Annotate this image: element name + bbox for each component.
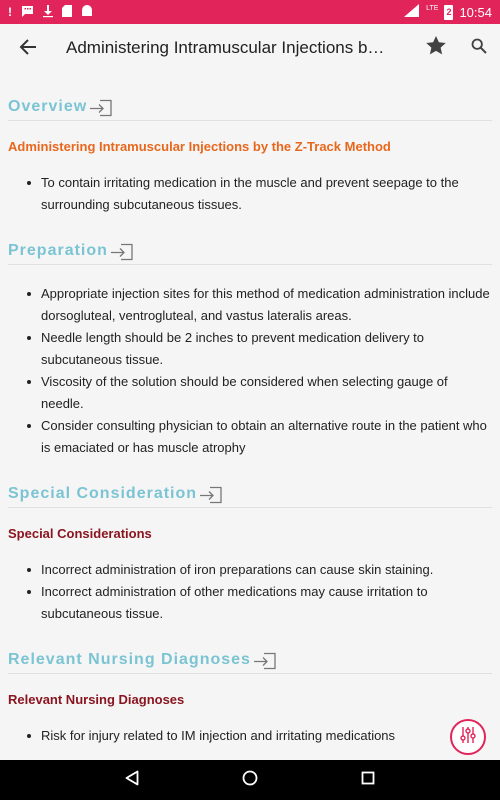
signal-icon	[404, 4, 420, 20]
section-heading-preparation[interactable]	[8, 216, 492, 265]
message-icon	[21, 5, 34, 19]
section-heading-special-consideration[interactable]	[8, 459, 492, 508]
section-subheading: Special Considerations	[8, 526, 152, 541]
status-time: 10:54	[459, 4, 492, 20]
back-button[interactable]	[0, 24, 56, 72]
bullet-list	[8, 283, 492, 459]
battery-icon	[444, 5, 453, 20]
jump-link-icon[interactable]	[89, 99, 113, 116]
list-item: Incorrect administration of other medications may cause irritation to subcutaneous tissue.	[22, 581, 492, 625]
battery-level: 2	[446, 7, 452, 17]
search-icon	[471, 38, 487, 59]
nav-recents-button[interactable]	[353, 765, 383, 795]
system-nav-bar	[0, 760, 500, 800]
list-item: Appropriate injection sites for this method of medication administration include dorsogluteal, ventrogluteal, and vastus lateralis areas.	[22, 283, 492, 327]
settings-fab-button[interactable]	[450, 719, 486, 755]
list-item: Viscosity of the solution should be considered when selecting gauge of needle.	[22, 371, 492, 415]
list-item: Needle length should be 2 inches to prevent medication delivery to subcutaneous tissue.	[22, 327, 492, 371]
bullet-list	[8, 725, 492, 747]
network-type: LTE	[426, 4, 439, 12]
section-title: Special Consideration	[8, 485, 198, 502]
circle-home-icon	[242, 770, 258, 791]
jump-link-icon[interactable]	[253, 652, 277, 669]
bullet-list	[8, 559, 492, 625]
alert-icon: !	[8, 5, 12, 19]
list-item: To contain irritating medication in the muscle and prevent seepage to the surrounding subcutaneous tissues.	[22, 172, 492, 216]
section-subheading: Relevant Nursing Diagnoses	[8, 692, 185, 707]
star-icon	[426, 36, 446, 60]
sd-card-icon	[62, 5, 72, 19]
triangle-back-icon	[125, 770, 139, 791]
section-title: Relevant Nursing Diagnoses	[8, 651, 251, 668]
app-bar	[0, 24, 500, 72]
jump-link-icon[interactable]	[199, 486, 223, 503]
page-title: Administering Intramuscular Injections b…	[66, 38, 385, 57]
nav-home-button[interactable]	[235, 765, 265, 795]
section-subheading: Administering Intramuscular Injections by the Z-Track Method	[8, 139, 391, 154]
list-item: Incorrect administration of iron preparations can cause skin staining.	[22, 559, 492, 581]
list-item: Consider consulting physician to obtain an alternative route in the patient who is emaciated or has muscle atrophy	[22, 415, 492, 459]
section-title: Preparation	[8, 242, 108, 259]
section-title: Overview	[8, 98, 88, 115]
arrow-back-icon	[19, 35, 37, 61]
bullet-list	[8, 172, 492, 216]
list-item: Risk for injury related to IM injection and irritating medications	[22, 725, 492, 747]
section-heading-overview[interactable]	[8, 72, 492, 121]
download-icon	[43, 5, 53, 19]
search-button[interactable]	[457, 24, 500, 72]
sliders-icon	[458, 725, 478, 750]
article-content[interactable]	[0, 72, 500, 760]
jump-link-icon[interactable]	[110, 243, 134, 260]
square-recents-icon	[361, 771, 375, 790]
favorite-button[interactable]	[414, 24, 457, 72]
nav-back-button[interactable]	[117, 765, 147, 795]
section-heading-nursing-diagnoses[interactable]	[8, 625, 492, 674]
status-bar	[0, 0, 500, 24]
android-icon	[81, 5, 93, 19]
